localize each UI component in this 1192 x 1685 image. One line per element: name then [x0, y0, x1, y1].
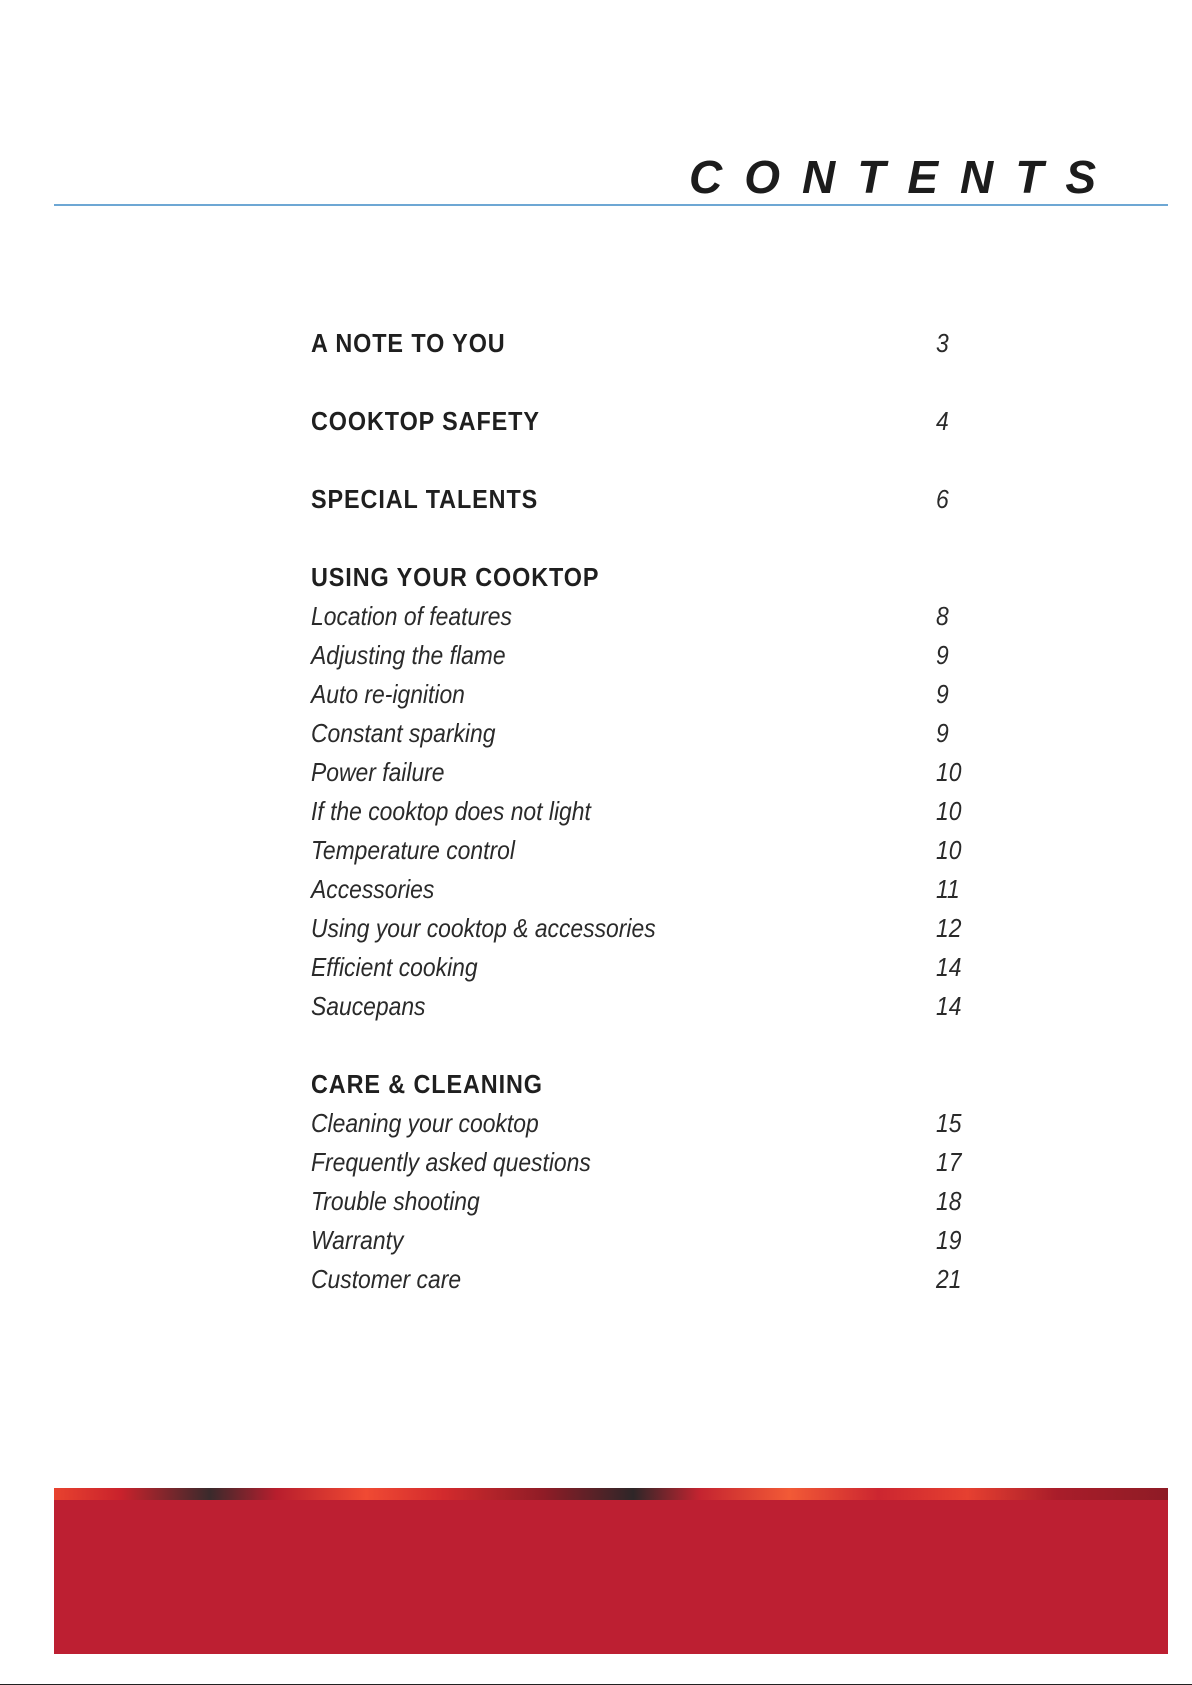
page-title: CONTENTS [689, 151, 1118, 203]
toc-entry[interactable] [311, 671, 971, 710]
toc-entry[interactable] [311, 1139, 971, 1178]
toc-entry[interactable] [311, 944, 971, 983]
toc-entry-label: Power failure [311, 757, 445, 787]
toc-entry[interactable] [311, 1178, 971, 1217]
toc-entry[interactable] [311, 788, 971, 827]
toc-page-number: 12 [936, 913, 962, 943]
toc-page-number: 21 [936, 1264, 962, 1294]
toc-entry-label: Auto re-ignition [311, 679, 465, 709]
toc-page-number: 19 [936, 1225, 962, 1255]
toc-section-heading[interactable] [311, 320, 971, 359]
toc-entry-label: Saucepans [311, 991, 426, 1021]
toc-entry-label: Accessories [311, 874, 435, 904]
toc-page-number: 4 [936, 406, 949, 436]
toc-page-number: 11 [936, 874, 960, 904]
toc-entry[interactable] [311, 905, 971, 944]
toc-page-number: 15 [936, 1108, 962, 1138]
toc-entry[interactable] [311, 593, 971, 632]
toc-entry-label: Using your cooktop & accessories [311, 913, 656, 943]
toc-entry[interactable] [311, 710, 971, 749]
toc-entry[interactable] [311, 866, 971, 905]
toc-page-number: 18 [936, 1186, 962, 1216]
toc-entry-label: Adjusting the flame [311, 640, 506, 670]
toc-entry-label: Location of features [311, 601, 512, 631]
toc-entry[interactable] [311, 827, 971, 866]
toc-entry-label: Customer care [311, 1264, 462, 1294]
toc-entry-label: Frequently asked questions [311, 1147, 591, 1177]
toc-heading-label: A NOTE TO YOU [311, 328, 506, 358]
toc-entry-label: Trouble shooting [311, 1186, 480, 1216]
toc-page-number: 6 [936, 484, 949, 514]
header-divider [54, 204, 1168, 206]
toc-heading-label: USING YOUR COOKTOP [311, 562, 600, 592]
toc-entry[interactable] [311, 632, 971, 671]
flame-photo-strip [54, 1488, 1168, 1500]
toc-entry[interactable] [311, 749, 971, 788]
toc-heading-label: COOKTOP SAFETY [311, 406, 540, 436]
toc-page-number: 10 [936, 796, 962, 826]
toc-entry[interactable] [311, 1100, 971, 1139]
toc-page-number: 9 [936, 718, 949, 748]
toc-entry[interactable] [311, 983, 971, 1022]
toc-section-heading[interactable] [311, 476, 971, 515]
footer-color-band [54, 1488, 1168, 1654]
toc-page-number: 14 [936, 952, 962, 982]
toc-heading-label: CARE & CLEANING [311, 1069, 543, 1099]
toc-entry-label: Efficient cooking [311, 952, 478, 982]
toc-page-number: 10 [936, 757, 962, 787]
toc-page-number: 14 [936, 991, 962, 1021]
toc-section-heading [311, 554, 971, 593]
toc-page-number: 9 [936, 679, 949, 709]
toc-page-number: 9 [936, 640, 949, 670]
toc-entry-label: Cleaning your cooktop [311, 1108, 539, 1138]
toc-entry[interactable] [311, 1217, 971, 1256]
toc-entry-label: If the cooktop does not light [311, 796, 591, 826]
toc-entry[interactable] [311, 1256, 971, 1295]
toc-entry-label: Warranty [311, 1225, 404, 1255]
toc-page-number: 3 [936, 328, 949, 358]
toc-page-number: 10 [936, 835, 962, 865]
toc-heading-label: SPECIAL TALENTS [311, 484, 539, 514]
toc-entry-label: Temperature control [311, 835, 515, 865]
toc-page-number: 8 [936, 601, 949, 631]
toc-section-heading[interactable] [311, 398, 971, 437]
toc-section-heading [311, 1061, 971, 1100]
toc-page-number: 17 [936, 1147, 962, 1177]
table-of-contents [311, 320, 971, 1295]
toc-entry-label: Constant sparking [311, 718, 496, 748]
